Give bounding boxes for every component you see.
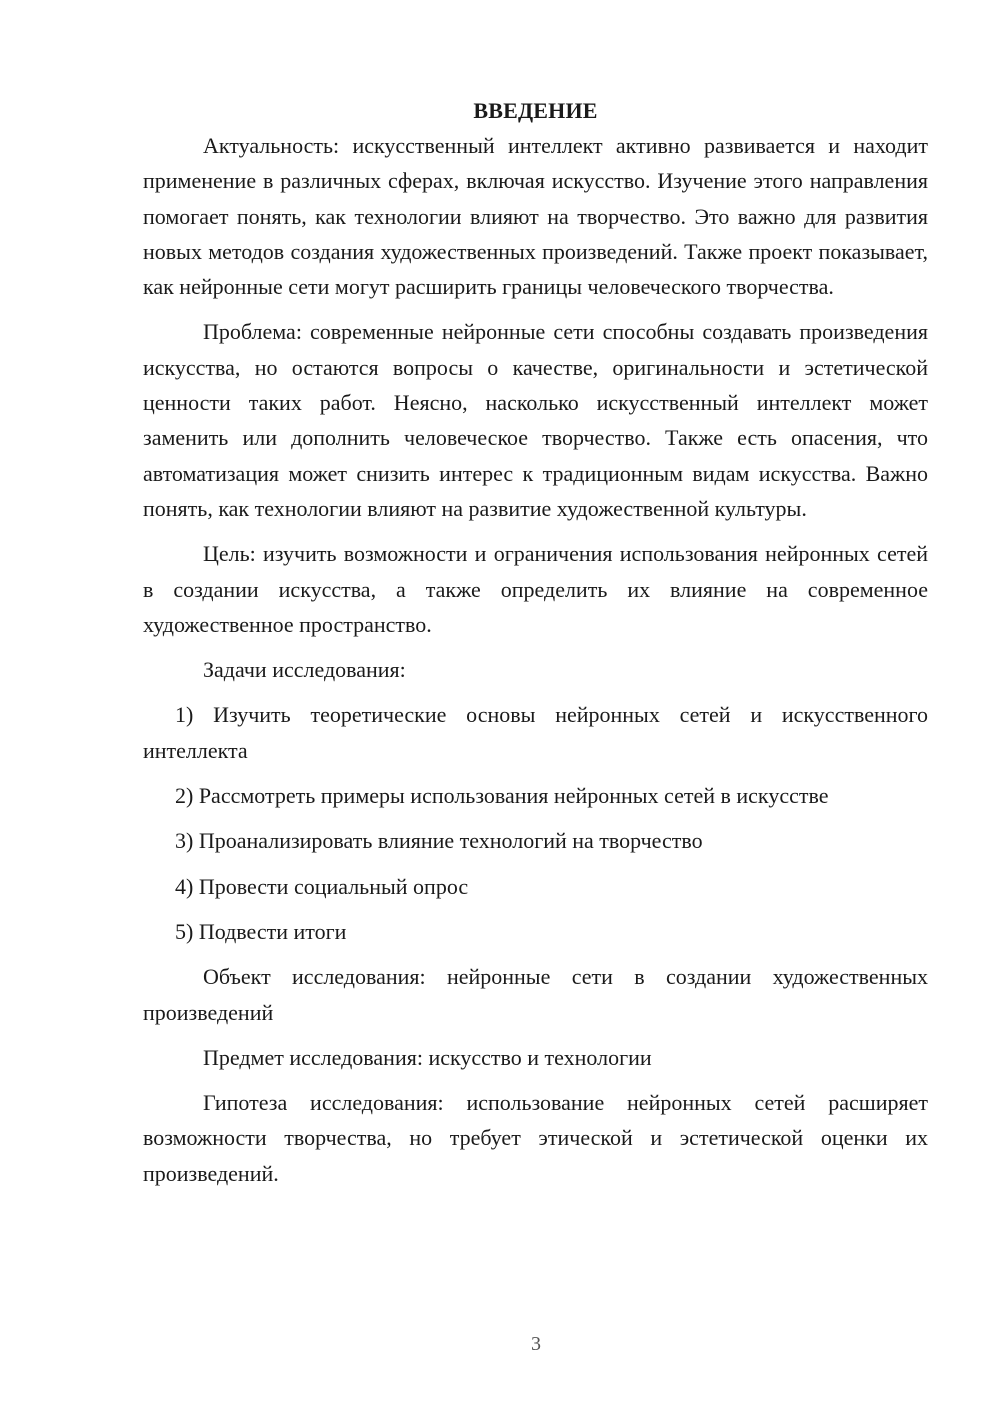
- task-item-2: 2) Рассмотреть примеры использования нейронных сетей в искусстве: [175, 783, 829, 809]
- task-item-5: 5) Подвести итоги: [175, 918, 347, 944]
- paragraph-goal: Цель: изучить возможности и ограничения использования нейронных сетей в создании искусства, а также определить их влияние на современное художественное пространство.: [143, 541, 928, 637]
- section-heading: ВВЕДЕНИЕ: [473, 98, 598, 123]
- paragraph-tasks-title: Задачи исследования:: [203, 657, 406, 683]
- task-item-3: 3) Проанализировать влияние технологий на творчество: [175, 828, 703, 854]
- task-item-1: 1) Изучить теоретические основы нейронных сетей и искусственного интеллекта: [143, 702, 928, 763]
- paragraph-hypothesis: Гипотеза исследования: использование нейронных сетей расширяет возможности творчества, но требует этической и эстетической оценки их произведений.: [143, 1090, 928, 1186]
- task-item-4: 4) Провести социальный опрос: [175, 873, 469, 899]
- paragraph-object: Объект исследования: нейронные сети в создании художественных произведений: [143, 964, 928, 1025]
- document-page: [143, 96, 928, 1201]
- paragraph-problem: Проблема: современные нейронные сети способны создавать произведения искусства, но остаются вопросы о качестве, оригинальности и эстетической ценности таких работ. Неясно, насколько искусственный интеллект может заменить или дополнить человеческое творчество. Также есть опасения, что автоматизация может снизить интерес к традиционным видам искусства. Важно понять, как технологии влияют на развитие художественной культуры.: [143, 319, 928, 521]
- page-number: 3: [531, 1333, 541, 1355]
- paragraph-subject: Предмет исследования: искусство и технологии: [203, 1044, 652, 1070]
- paragraph-relevance: Актуальность: искусственный интеллект активно развивается и находит применение в различных сферах, включая искусство. Изучение этого направления помогает понять, как технологии влияют на творчество. Это важно для развития новых методов создания художественных произведений. Также проект показывает, как нейронные сети могут расширить границы человеческого творчества.: [143, 133, 928, 300]
